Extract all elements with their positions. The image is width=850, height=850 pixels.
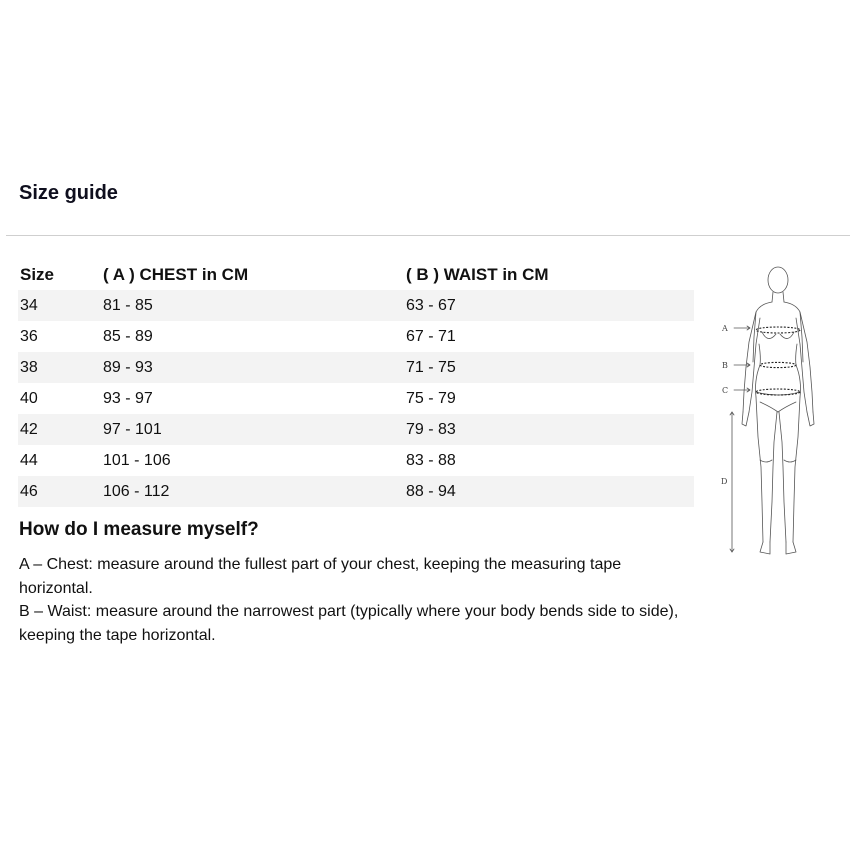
table-row <box>18 414 694 445</box>
chest-instruction: A – Chest: measure around the fullest part of your chest, keeping the measuring tape horizontal. <box>19 556 622 597</box>
cell-size: 34 <box>18 290 101 321</box>
measurement-lines <box>756 327 800 395</box>
size-table <box>18 259 694 507</box>
page-title: Size guide <box>19 182 118 204</box>
table-row <box>18 290 694 321</box>
figure-label-c: C <box>722 386 729 395</box>
table-row <box>18 352 694 383</box>
cell-size: 42 <box>18 414 101 445</box>
table-header-row <box>18 259 694 290</box>
table-row <box>18 321 694 352</box>
cell-chest: 85 - 89 <box>103 327 153 345</box>
cell-waist: 75 - 79 <box>406 389 456 407</box>
cell-size: 44 <box>20 451 38 469</box>
figure-outline <box>730 267 814 554</box>
cell-waist: 71 - 75 <box>404 352 694 383</box>
cell-chest: 106 - 112 <box>101 476 404 507</box>
cell-waist: 88 - 94 <box>404 476 694 507</box>
cell-waist: 79 - 83 <box>404 414 694 445</box>
cell-waist: 63 - 67 <box>404 290 694 321</box>
cell-size: 46 <box>18 476 101 507</box>
waist-measure-line <box>760 362 796 367</box>
chest-measure-line <box>756 327 800 333</box>
header-size: Size <box>20 264 55 284</box>
table-row <box>18 383 694 414</box>
cell-waist: 67 - 71 <box>406 327 456 345</box>
cell-waist: 83 - 88 <box>406 451 456 469</box>
title-divider <box>6 235 850 236</box>
cell-chest: 89 - 93 <box>101 352 404 383</box>
hip-measure-line <box>756 389 800 395</box>
waist-instruction: B – Waist: measure around the narrowest part (typically where your body bends side to side), keeping the tape horizontal. <box>19 603 679 644</box>
header-waist: ( B ) WAIST in CM <box>406 264 549 284</box>
header-chest: ( A ) CHEST in CM <box>103 264 249 284</box>
cell-chest: 97 - 101 <box>101 414 404 445</box>
cell-chest: 93 - 97 <box>103 389 153 407</box>
cell-chest: 101 - 106 <box>103 451 171 469</box>
measure-heading: How do I measure myself? <box>19 519 259 540</box>
cell-size: 40 <box>20 389 38 407</box>
measure-instructions <box>19 553 699 647</box>
cell-size: 36 <box>20 327 38 345</box>
cell-chest: 81 - 85 <box>101 290 404 321</box>
table-row <box>18 476 694 507</box>
body-measurement-figure <box>716 262 840 562</box>
figure-label-d: D <box>721 477 728 486</box>
table-row <box>18 445 694 476</box>
figure-label-a: A <box>722 324 728 333</box>
body-outline-illustration <box>716 262 840 562</box>
cell-size: 38 <box>18 352 101 383</box>
figure-label-b: B <box>722 361 728 370</box>
